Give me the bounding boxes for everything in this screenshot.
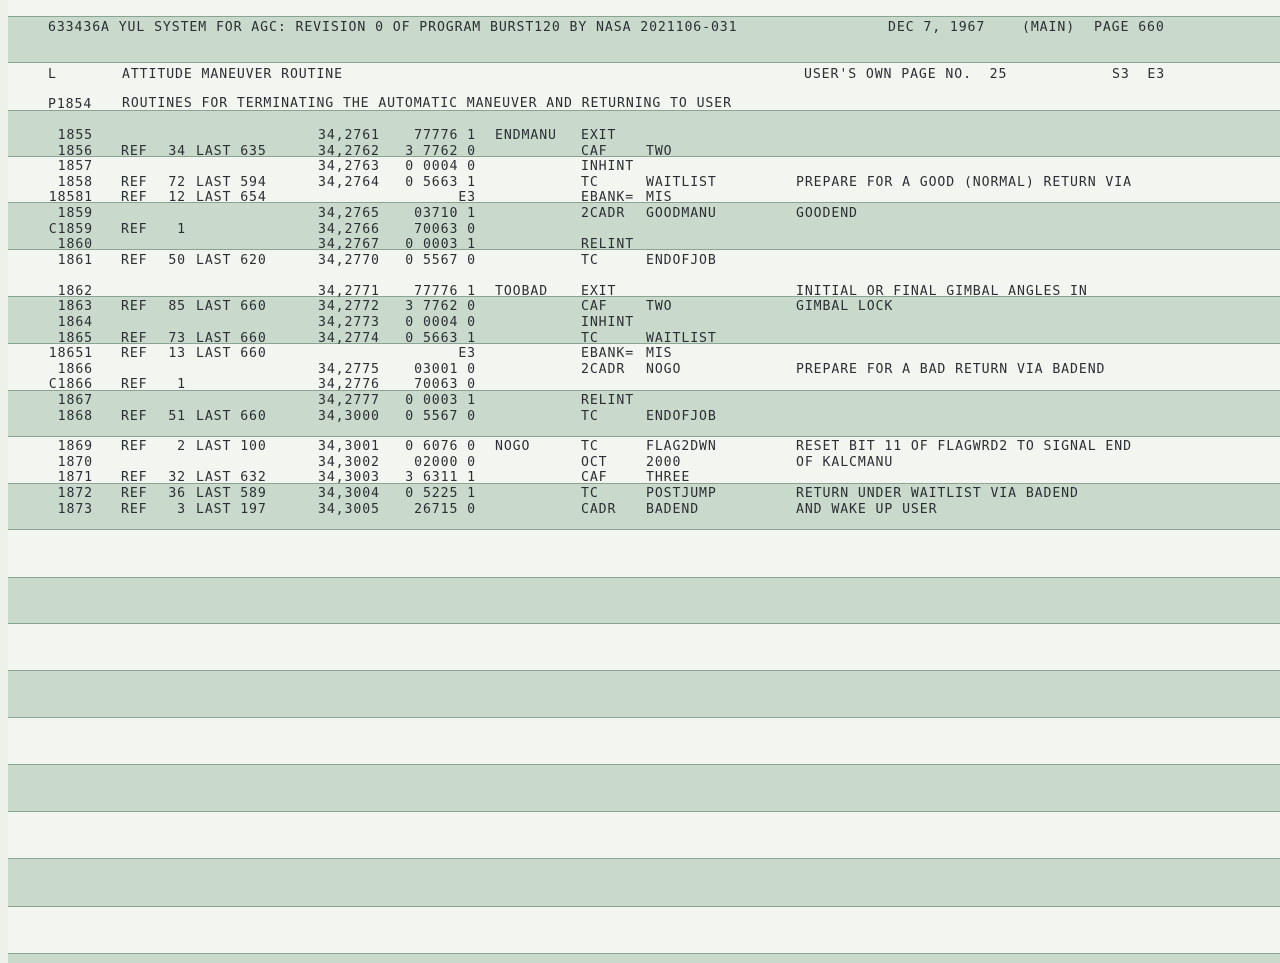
line-number: 1870 bbox=[57, 455, 93, 470]
ref-count: 32 bbox=[168, 470, 186, 485]
line-number: C1859 bbox=[48, 222, 93, 237]
line-number: 1872 bbox=[57, 486, 93, 501]
opcode: EBANK= bbox=[581, 346, 635, 361]
band-rule bbox=[8, 717, 1280, 718]
ref-count: 34 bbox=[168, 144, 186, 159]
paper-band bbox=[8, 764, 1280, 811]
print-mode: (MAIN) bbox=[1022, 20, 1076, 35]
ref-tag: REF bbox=[121, 222, 148, 237]
band-rule bbox=[8, 62, 1280, 63]
opcode: INHINT bbox=[581, 315, 635, 330]
line-number: 1863 bbox=[57, 299, 93, 314]
line-number: 1871 bbox=[57, 470, 93, 485]
last-page-ref: LAST 589 bbox=[196, 486, 267, 501]
address: 34,3002 bbox=[318, 455, 380, 470]
operand: ENDOFJOB bbox=[646, 409, 717, 424]
octal-word: 0 0003 1 bbox=[405, 393, 476, 408]
line-number: 18581 bbox=[48, 190, 93, 205]
paper-band bbox=[8, 670, 1280, 717]
address: 34,2777 bbox=[318, 393, 380, 408]
comment: PREPARE FOR A BAD RETURN VIA BADEND bbox=[796, 362, 1106, 377]
opcode: CAF bbox=[581, 299, 608, 314]
octal-word: 3 7762 0 bbox=[405, 299, 476, 314]
ref-count: 36 bbox=[168, 486, 186, 501]
address: 34,2775 bbox=[318, 362, 380, 377]
address: 34,2771 bbox=[318, 284, 380, 299]
ref-count: 3 bbox=[177, 502, 186, 517]
octal-word: 02000 0 bbox=[414, 455, 476, 470]
address: 34,3004 bbox=[318, 486, 380, 501]
address: 34,3001 bbox=[318, 439, 380, 454]
opcode: TC bbox=[581, 253, 599, 268]
operand: NOGO bbox=[646, 362, 682, 377]
ref-tag: REF bbox=[121, 253, 148, 268]
band-rule bbox=[8, 858, 1280, 859]
ref-tag: REF bbox=[121, 439, 148, 454]
last-page-ref: LAST 594 bbox=[196, 175, 267, 190]
address: 34,2762 bbox=[318, 144, 380, 159]
line-number: 1861 bbox=[57, 253, 93, 268]
opcode: 2CADR bbox=[581, 362, 626, 377]
job-header: 633436A YUL SYSTEM FOR AGC: REVISION 0 OF PROGRAM BURST120 BY NASA 2021106-031 bbox=[48, 20, 738, 35]
last-page-ref: LAST 660 bbox=[196, 299, 267, 314]
operand: TWO bbox=[646, 299, 673, 314]
octal-word: 0 5567 0 bbox=[405, 409, 476, 424]
opcode: 2CADR bbox=[581, 206, 626, 221]
band-rule bbox=[8, 436, 1280, 437]
last-page-ref: LAST 660 bbox=[196, 331, 267, 346]
operand: BADEND bbox=[646, 502, 700, 517]
band-rule bbox=[8, 529, 1280, 530]
line-number: 1857 bbox=[57, 159, 93, 174]
last-page-ref: LAST 632 bbox=[196, 470, 267, 485]
paper-band bbox=[8, 811, 1280, 858]
ref-count: 50 bbox=[168, 253, 186, 268]
octal-word: 70063 0 bbox=[414, 222, 476, 237]
operand: WAITLIST bbox=[646, 175, 717, 190]
last-page-ref: LAST 654 bbox=[196, 190, 267, 205]
comment: GIMBAL LOCK bbox=[796, 299, 894, 314]
line-number: 1859 bbox=[57, 206, 93, 221]
octal-word: 77776 1 bbox=[414, 284, 476, 299]
ref-count: 85 bbox=[168, 299, 186, 314]
opcode: CADR bbox=[581, 502, 617, 517]
paper-band bbox=[8, 202, 1280, 249]
operand: ENDOFJOB bbox=[646, 253, 717, 268]
band-rule bbox=[8, 764, 1280, 765]
ref-tag: REF bbox=[121, 144, 148, 159]
line-number: 1858 bbox=[57, 175, 93, 190]
octal-word: 0 0004 0 bbox=[405, 315, 476, 330]
line-number: 1869 bbox=[57, 439, 93, 454]
line-number: 1856 bbox=[57, 144, 93, 159]
comment: RESET BIT 11 OF FLAGWRD2 TO SIGNAL END bbox=[796, 439, 1132, 454]
octal-word: 0 5663 1 bbox=[405, 175, 476, 190]
paper-band bbox=[8, 0, 1280, 16]
ref-count: 72 bbox=[168, 175, 186, 190]
opcode: CAF bbox=[581, 470, 608, 485]
opcode: CAF bbox=[581, 144, 608, 159]
opcode: EXIT bbox=[581, 284, 617, 299]
paper-band bbox=[8, 906, 1280, 953]
octal-word: E3 bbox=[458, 346, 476, 361]
octal-word: 3 7762 0 bbox=[405, 144, 476, 159]
ref-count: 2 bbox=[177, 439, 186, 454]
address: 34,2772 bbox=[318, 299, 380, 314]
paper-band bbox=[8, 529, 1280, 577]
ref-count: 1 bbox=[177, 222, 186, 237]
last-page-ref: LAST 660 bbox=[196, 346, 267, 361]
operand: THREE bbox=[646, 470, 691, 485]
symbol-label: ENDMANU bbox=[495, 128, 557, 143]
ref-tag: REF bbox=[121, 377, 148, 392]
opcode: TC bbox=[581, 409, 599, 424]
opcode: RELINT bbox=[581, 237, 635, 252]
symbol-label: NOGO bbox=[495, 439, 531, 454]
address: 34,2773 bbox=[318, 315, 380, 330]
comment: RETURN UNDER WAITLIST VIA BADEND bbox=[796, 486, 1079, 501]
octal-word: 70063 0 bbox=[414, 377, 476, 392]
user-page-number: USER'S OWN PAGE NO. 25 bbox=[804, 67, 1008, 82]
ref-tag: REF bbox=[121, 299, 148, 314]
opcode: OCT bbox=[581, 455, 608, 470]
operand: MIS bbox=[646, 346, 673, 361]
line-number: 18651 bbox=[48, 346, 93, 361]
band-rule bbox=[8, 953, 1280, 954]
opcode: TC bbox=[581, 331, 599, 346]
band-rule bbox=[8, 670, 1280, 671]
ref-tag: REF bbox=[121, 502, 148, 517]
print-date: DEC 7, 1967 bbox=[888, 20, 986, 35]
band-rule bbox=[8, 249, 1280, 250]
last-page-ref: LAST 635 bbox=[196, 144, 267, 159]
line-number: 1867 bbox=[57, 393, 93, 408]
octal-word: 3 6311 1 bbox=[405, 470, 476, 485]
ref-count: 13 bbox=[168, 346, 186, 361]
band-rule bbox=[8, 390, 1280, 391]
routine-description: ROUTINES FOR TERMINATING THE AUTOMATIC MANEUVER AND RETURNING TO USER bbox=[122, 96, 732, 111]
paper-band bbox=[8, 717, 1280, 764]
ref-tag: REF bbox=[121, 470, 148, 485]
ref-tag: REF bbox=[121, 346, 148, 361]
address: 34,3000 bbox=[318, 409, 380, 424]
address: 34,2770 bbox=[318, 253, 380, 268]
ref-count: 73 bbox=[168, 331, 186, 346]
operand: WAITLIST bbox=[646, 331, 717, 346]
band-rule bbox=[8, 16, 1280, 17]
address: 34,2767 bbox=[318, 237, 380, 252]
comment: INITIAL OR FINAL GIMBAL ANGLES IN bbox=[796, 284, 1088, 299]
last-page-ref: LAST 620 bbox=[196, 253, 267, 268]
ref-count: 1 bbox=[177, 377, 186, 392]
band-rule bbox=[8, 577, 1280, 578]
operand: GOODMANU bbox=[646, 206, 717, 221]
address: 34,2761 bbox=[318, 128, 380, 143]
ref-count: 51 bbox=[168, 409, 186, 424]
line-number: 1864 bbox=[57, 315, 93, 330]
ref-count: 12 bbox=[168, 190, 186, 205]
last-page-ref: LAST 100 bbox=[196, 439, 267, 454]
symbol-label: TOOBAD bbox=[495, 284, 549, 299]
last-page-ref: LAST 197 bbox=[196, 502, 267, 517]
opcode: EXIT bbox=[581, 128, 617, 143]
comment: PREPARE FOR A GOOD (NORMAL) RETURN VIA bbox=[796, 175, 1132, 190]
line-number: 1866 bbox=[57, 362, 93, 377]
octal-word: 0 5663 1 bbox=[405, 331, 476, 346]
operand: TWO bbox=[646, 144, 673, 159]
octal-word: 0 6076 0 bbox=[405, 439, 476, 454]
ref-tag: REF bbox=[121, 190, 148, 205]
ref-tag: REF bbox=[121, 175, 148, 190]
band-rule bbox=[8, 296, 1280, 297]
paper-band bbox=[8, 623, 1280, 670]
opcode: EBANK= bbox=[581, 190, 635, 205]
opcode: TC bbox=[581, 175, 599, 190]
address: 34,3003 bbox=[318, 470, 380, 485]
octal-word: E3 bbox=[458, 190, 476, 205]
opcode: TC bbox=[581, 486, 599, 501]
octal-word: 03001 0 bbox=[414, 362, 476, 377]
band-rule bbox=[8, 906, 1280, 907]
address: 34,2774 bbox=[318, 331, 380, 346]
address: 34,2776 bbox=[318, 377, 380, 392]
operand: POSTJUMP bbox=[646, 486, 717, 501]
line-number: 1865 bbox=[57, 331, 93, 346]
ref-tag: REF bbox=[121, 409, 148, 424]
address: 34,2764 bbox=[318, 175, 380, 190]
line-number: C1866 bbox=[48, 377, 93, 392]
octal-word: 0 5567 0 bbox=[405, 253, 476, 268]
octal-word: 0 0004 0 bbox=[405, 159, 476, 174]
paper-band bbox=[8, 858, 1280, 906]
opcode: RELINT bbox=[581, 393, 635, 408]
last-page-ref: LAST 660 bbox=[196, 409, 267, 424]
octal-word: 03710 1 bbox=[414, 206, 476, 221]
paper-band bbox=[8, 953, 1280, 963]
line-number: 1860 bbox=[57, 237, 93, 252]
ref-tag: REF bbox=[121, 486, 148, 501]
operand: MIS bbox=[646, 190, 673, 205]
log-flag: L bbox=[48, 67, 57, 82]
comment: GOODEND bbox=[796, 206, 858, 221]
address: 34,3005 bbox=[318, 502, 380, 517]
line-number: 1873 bbox=[57, 502, 93, 517]
band-rule bbox=[8, 623, 1280, 624]
opcode: TC bbox=[581, 439, 599, 454]
page-id: P1854 bbox=[48, 97, 93, 112]
band-rule bbox=[8, 811, 1280, 812]
comment: AND WAKE UP USER bbox=[796, 502, 938, 517]
octal-word: 77776 1 bbox=[414, 128, 476, 143]
octal-word: 26715 0 bbox=[414, 502, 476, 517]
address: 34,2763 bbox=[318, 159, 380, 174]
address: 34,2765 bbox=[318, 206, 380, 221]
line-number: 1862 bbox=[57, 284, 93, 299]
opcode: INHINT bbox=[581, 159, 635, 174]
octal-word: 0 0003 1 bbox=[405, 237, 476, 252]
line-number: 1868 bbox=[57, 409, 93, 424]
octal-word: 0 5225 1 bbox=[405, 486, 476, 501]
log-section-title: ATTITUDE MANEUVER ROUTINE bbox=[122, 67, 343, 82]
operand: FLAG2DWN bbox=[646, 439, 717, 454]
address: 34,2766 bbox=[318, 222, 380, 237]
comment: OF KALCMANU bbox=[796, 455, 894, 470]
page-number: PAGE 660 bbox=[1094, 20, 1165, 35]
bank-codes: S3 E3 bbox=[1112, 67, 1166, 82]
ref-tag: REF bbox=[121, 331, 148, 346]
paper-band bbox=[8, 577, 1280, 623]
operand: 2000 bbox=[646, 455, 682, 470]
line-number: 1855 bbox=[57, 128, 93, 143]
